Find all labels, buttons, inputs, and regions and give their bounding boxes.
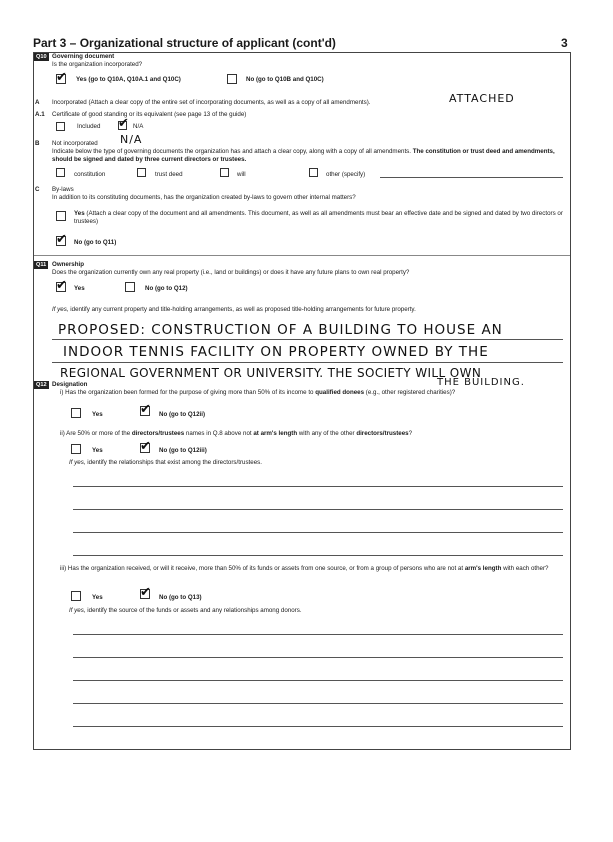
q10-yes-label: Yes (go to Q10A, Q10A.1 and Q10C) <box>76 76 181 83</box>
q10b-letter: B <box>35 140 40 147</box>
q12iii-answer-line-4[interactable] <box>73 703 563 704</box>
q10a-letter: A <box>35 99 40 106</box>
q10-no-checkbox[interactable] <box>227 74 237 84</box>
section-divider <box>34 255 570 256</box>
q10c-title: By-laws <box>52 186 74 193</box>
q10b-other-label: other (specify) <box>326 171 366 178</box>
q12iii-bold: arm's length <box>464 565 502 572</box>
q12ii-ifyes-italic: If yes, <box>69 459 86 466</box>
q10b-handwritten-answer: N/A <box>120 133 143 146</box>
checkmark-icon: ✔ <box>118 116 129 131</box>
q12ii-ifyes-instruction <box>69 459 262 466</box>
q10a-handwritten-answer: ATTACHED <box>449 92 515 105</box>
q12i-no-label: No (go to Q12ii) <box>159 411 206 418</box>
q10c-yes-text <box>74 210 564 225</box>
q10a1-text: Certificate of good standing or its equivalent (see page 13 of the guide) <box>52 111 247 118</box>
q11-answer-line-1 <box>52 339 563 340</box>
q12iii-ifyes-italic: If yes, <box>69 607 86 614</box>
q10c-question: In addition to its constituting documents, has the organization created by-laws to govern other internal matters? <box>52 194 356 201</box>
q11-handwritten-line-3: REGIONAL GOVERNMENT OR UNIVERSITY. THE SOCIETY WILL OWN <box>60 366 482 380</box>
q12ii-text: ii) Are 50% or more of the <box>60 430 131 437</box>
q10b-will-label: will <box>237 171 246 178</box>
q12-title: Designation <box>52 381 88 388</box>
q12-tag: Q12 <box>36 382 47 388</box>
q11-question: Does the organization currently own any real property (i.e., land or buildings) or does it have any future plans to own real property? <box>52 269 410 276</box>
q10c-yes-instruction: (Attach a clear copy of the document and all amendments. This document, as well as all amendments must bear an effective date and be signed and dated by two directors or trustees) <box>74 210 563 225</box>
q10b-will-checkbox[interactable] <box>220 168 229 177</box>
q10b-instruction-text: Indicate below the type of governing documents the organization has and attach a clear copy, along with a copy of all amendments. <box>52 148 411 155</box>
q12ii-text-2: names in Q.8 above not <box>185 430 252 437</box>
q12iii-ifyes-instruction <box>69 607 302 614</box>
q11-ifyes-instruction <box>52 306 416 313</box>
q10b-other-input-line[interactable] <box>380 177 563 178</box>
q12iii-answer-line-2[interactable] <box>73 657 563 658</box>
q10b-instruction <box>52 148 564 163</box>
q10b-trust-deed-label: trust deed <box>155 171 183 178</box>
q11-handwritten-line-1: PROPOSED: CONSTRUCTION OF A BUILDING TO HOUSE AN <box>58 322 503 338</box>
q10c-letter: C <box>35 186 40 193</box>
q11-yes-label: Yes <box>74 285 85 292</box>
q12iii-no-label: No (go to Q13) <box>159 594 202 601</box>
q11-ifyes-italic: If yes, <box>52 306 69 313</box>
q12i-text-end: (e.g., other registered charities)? <box>365 389 456 396</box>
q11-title: Ownership <box>52 261 84 268</box>
q10c-yes-bold: Yes <box>74 210 85 217</box>
q12i-bold: qualified donees <box>315 389 365 396</box>
q10b-constitution-label: constitution <box>74 171 106 178</box>
q12iii-ifyes-text: identify the source of the funds or assets and any relationships among donors. <box>87 607 302 614</box>
q12ii-answer-line-1[interactable] <box>73 486 563 487</box>
q12iii-text: iii) Has the organization received, or will it receive, more than 50% of its funds or assets from one source, or from a group of persons who are not at <box>60 565 464 572</box>
checkmark-icon: ✔ <box>140 402 151 417</box>
q12i-question <box>60 389 455 396</box>
q10a1-included-label: Included <box>77 123 101 130</box>
q11-handwritten-line-4: THE BUILDING. <box>437 377 525 388</box>
q10-yes-checkbox[interactable] <box>56 70 67 85</box>
q10-no-label: No (go to Q10B and Q10C) <box>246 76 324 83</box>
q10-question: Is the organization incorporated? <box>52 61 143 68</box>
q12ii-ifyes-text: identify the relationships that exist among the directors/trustees. <box>87 459 262 466</box>
q12ii-question <box>60 430 412 437</box>
q12iii-answer-line-3[interactable] <box>73 680 563 681</box>
q11-handwritten-line-2: INDOOR TENNIS FACILITY ON PROPERTY OWNED BY THE <box>63 344 489 360</box>
q12ii-answer-line-2[interactable] <box>73 509 563 510</box>
q12ii-no-checkbox[interactable] <box>140 439 151 454</box>
q12iii-answer-line-1[interactable] <box>73 634 563 635</box>
q10-title: Governing document <box>52 53 115 60</box>
q10b-trust-deed-checkbox[interactable] <box>137 168 146 177</box>
q12ii-no-label: No (go to Q12iii) <box>159 447 207 454</box>
page-number: 3 <box>561 36 568 50</box>
q10b-instruction-bold: The constitution or trust deed and amendments, should be signed and dated by three current directors or trustees. <box>52 148 555 163</box>
q12iii-text-end: with each other? <box>503 565 549 572</box>
q12ii-text-end: ? <box>408 430 413 437</box>
q12ii-bold-2: at arm's length <box>253 430 298 437</box>
q12iii-yes-checkbox[interactable] <box>71 591 81 601</box>
q12ii-yes-checkbox[interactable] <box>71 444 81 454</box>
q12ii-answer-line-4[interactable] <box>73 555 563 556</box>
checkmark-icon: ✔ <box>56 70 67 85</box>
q12ii-yes-label: Yes <box>92 447 103 454</box>
q12iii-question <box>60 565 560 573</box>
q11-no-label: No (go to Q12) <box>145 285 188 292</box>
q12iii-no-checkbox[interactable] <box>140 585 151 600</box>
q10b-text: Not incorporated <box>52 140 98 147</box>
checkmark-icon: ✔ <box>56 278 67 293</box>
q12ii-bold-3: directors/trustees <box>356 430 409 437</box>
page-title: Part 3 – Organizational structure of applicant (cont'd) <box>33 36 336 50</box>
q10-tag: Q10 <box>36 54 47 60</box>
q10c-no-label: No (go to Q11) <box>74 239 117 246</box>
q10c-yes-checkbox[interactable] <box>56 211 66 221</box>
q10a1-na-label: N/A <box>133 123 144 130</box>
checkmark-icon: ✔ <box>140 439 151 454</box>
q10b-other-checkbox[interactable] <box>309 168 318 177</box>
q10a1-na-checkbox[interactable] <box>118 116 129 131</box>
q10a1-letter: A.1 <box>35 111 45 118</box>
q10c-no-checkbox[interactable] <box>56 232 67 247</box>
q12iii-answer-line-5[interactable] <box>73 726 563 727</box>
q12ii-answer-line-3[interactable] <box>73 532 563 533</box>
checkmark-icon: ✔ <box>56 232 67 247</box>
q11-tag: Q11 <box>36 262 47 268</box>
q10a1-included-checkbox[interactable] <box>56 122 65 131</box>
q10a-text: Incorporated (Attach a clear copy of the entire set of incorporating documents, as well as a copy of all amendments). <box>52 99 371 106</box>
q12i-yes-checkbox[interactable] <box>71 408 81 418</box>
checkmark-icon: ✔ <box>140 585 151 600</box>
q11-yes-checkbox[interactable] <box>56 278 67 293</box>
q12i-yes-label: Yes <box>92 411 103 418</box>
q12i-text: i) Has the organization been formed for the purpose of giving more than 50% of its income to <box>60 389 314 396</box>
q12ii-text-3: with any of the other <box>298 430 355 437</box>
q12iii-yes-label: Yes <box>92 594 103 601</box>
q12ii-bold-1: directors/trustees <box>131 430 185 437</box>
q11-no-checkbox[interactable] <box>125 282 135 292</box>
q12i-no-checkbox[interactable] <box>140 402 151 417</box>
q10b-constitution-checkbox[interactable] <box>56 168 65 177</box>
q11-ifyes-text: identify any current property and title-holding arrangements, as well as proposed title-holding arrangements for future property. <box>70 306 416 313</box>
q11-answer-line-2 <box>52 362 563 363</box>
